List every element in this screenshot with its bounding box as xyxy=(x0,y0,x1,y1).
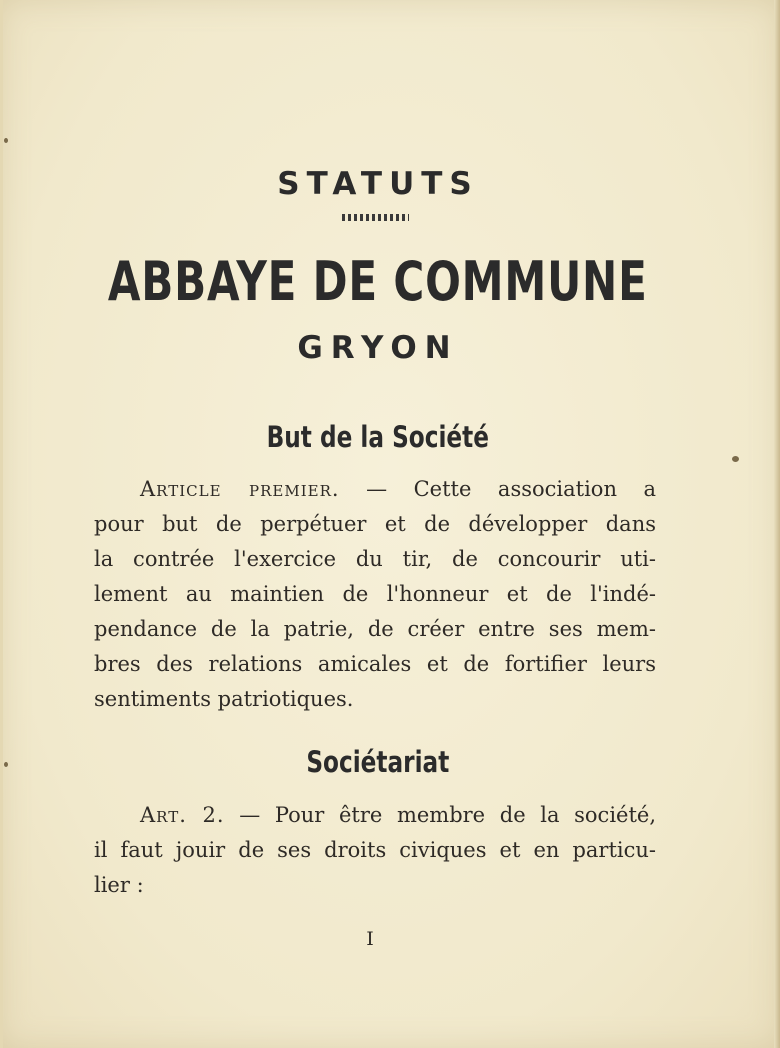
paragraph-line: pour but de perpétuer et de développer dans xyxy=(94,512,656,536)
page-edge-left xyxy=(0,0,3,1048)
statuts-heading: STATUTS xyxy=(277,166,479,202)
paper-speck xyxy=(4,138,8,143)
section-heading-societariat: Sociétariat xyxy=(306,745,450,779)
paragraph-line: il faut jouir de ses droits civiques et en particu- xyxy=(94,838,656,862)
article-label: Art. 2. xyxy=(140,803,225,827)
heading-ornament xyxy=(342,214,409,221)
paragraph-line: Article premier. — Cette association a xyxy=(140,477,657,501)
document-title: ABBAYE DE COMMUNE xyxy=(107,250,648,313)
paragraph-line: bres des relations amicales et de fortifier leurs xyxy=(94,652,656,676)
article-premier-paragraph xyxy=(94,472,656,717)
section-heading-but: But de la Société xyxy=(266,420,489,454)
paragraph-line: sentiments patriotiques. xyxy=(94,687,354,711)
paragraph-line: lier : xyxy=(94,873,144,897)
page-edge-right xyxy=(774,0,780,1048)
place-heading: GRYON xyxy=(297,330,459,366)
paragraph-line: pendance de la patrie, de créer entre ses mem- xyxy=(94,617,656,641)
paragraph-line: Art. 2. — Pour être membre de la société, xyxy=(140,803,656,827)
paper-speck xyxy=(732,456,739,462)
article-2-paragraph xyxy=(94,798,656,903)
paragraph-line: la contrée l'exercice du tir, de concourir uti- xyxy=(94,547,656,571)
paragraph-line: lement au maintien de l'honneur et de l'indé- xyxy=(94,582,656,606)
article-label: Article premier. xyxy=(140,477,340,501)
paper-speck xyxy=(4,762,8,767)
page-number: I xyxy=(366,928,374,950)
